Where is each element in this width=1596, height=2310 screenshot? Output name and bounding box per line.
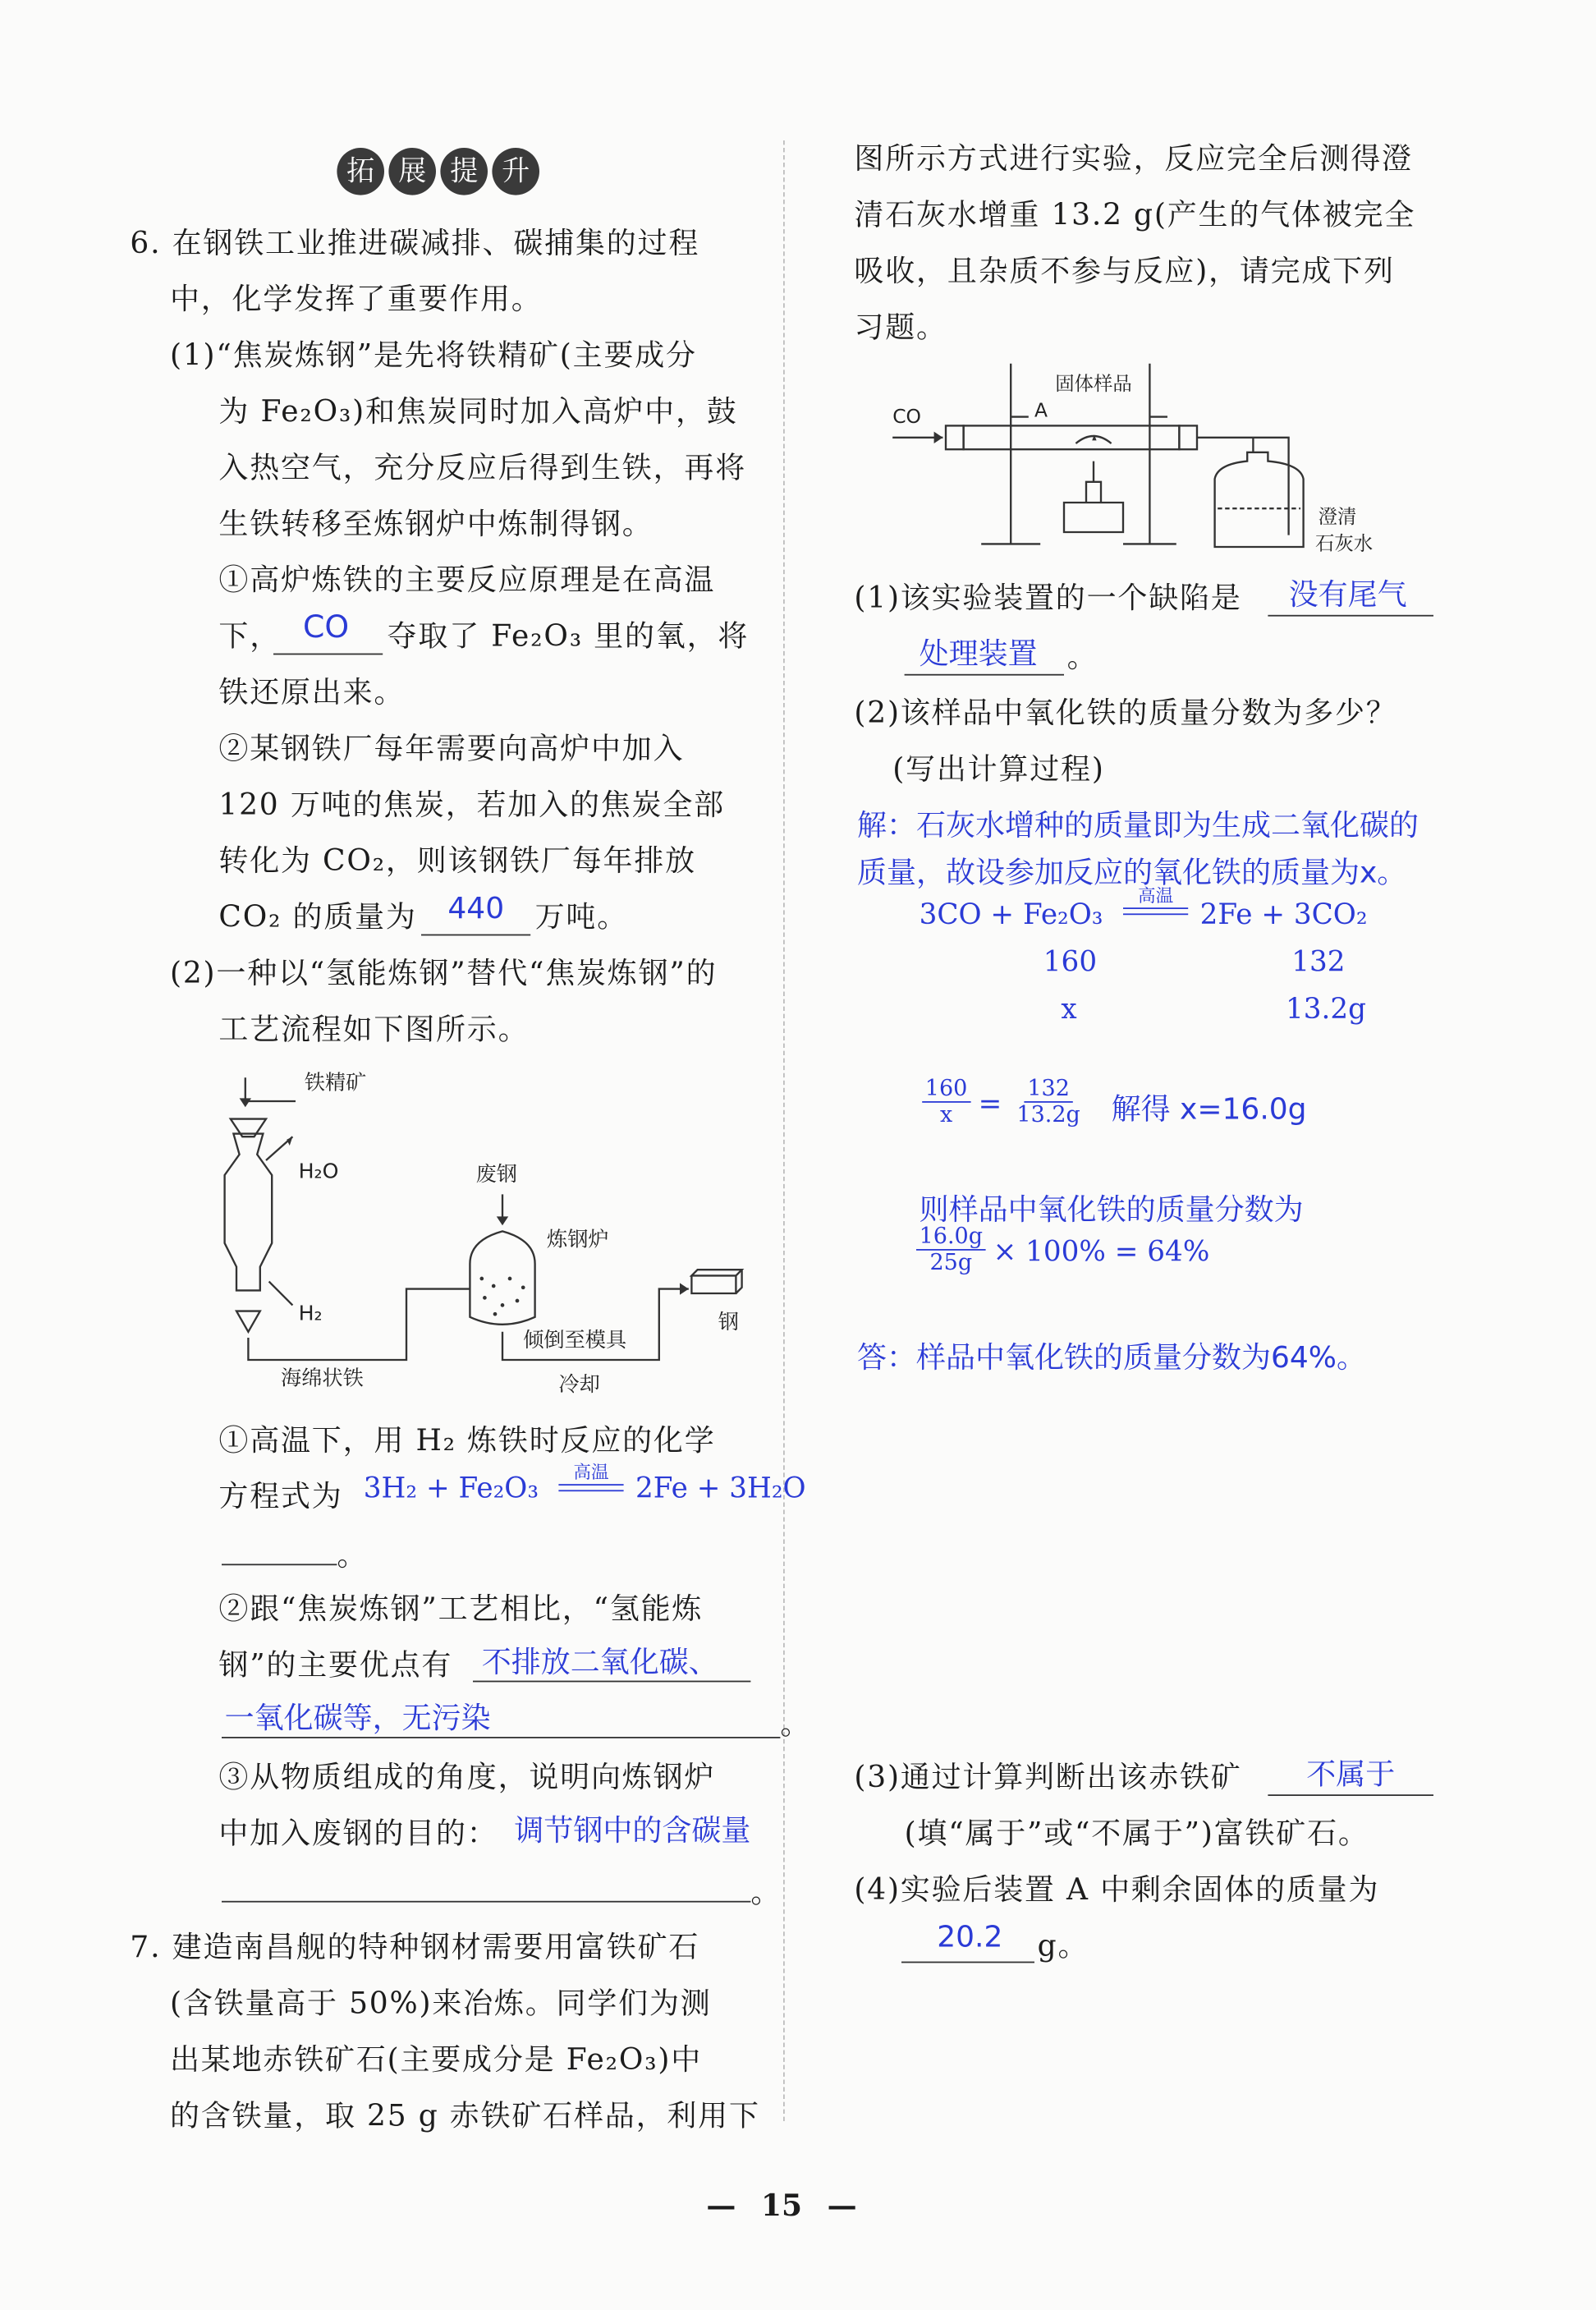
answer-co: CO (303, 608, 350, 645)
label-cool: 冷却 (558, 1371, 600, 1396)
solution-solve: 解得 x=16.0g (1111, 1091, 1307, 1127)
blank-440[interactable] (421, 935, 530, 936)
q6-s2-line-2: 120 万吨的焦炭，若加入的焦炭全部 (218, 786, 725, 822)
solution-eq-right: 2Fe + 3CO₂ (1199, 898, 1368, 931)
label-lime-water-1: 澄清 (1318, 505, 1357, 529)
lime-water-bottle (1215, 452, 1304, 547)
column-divider (783, 140, 785, 2121)
fraction-2-denominator: 13.2g (1016, 1101, 1080, 1128)
label-device-a: A (1034, 398, 1048, 422)
alcohol-lamp (1064, 462, 1123, 532)
q6-s1-line-1: ①高炉炼铁的主要反应原理是在高温 (218, 562, 716, 598)
q7-q3-line-2: (填“属于”或“不属于”)富铁矿石。 (904, 1815, 1369, 1851)
solution-mass-co2: 13.2g (1286, 993, 1367, 1026)
right-stopper (1179, 425, 1197, 449)
footer-dash-left: — (706, 2188, 736, 2224)
label-pour-mold: 倾倒至模具 (523, 1327, 627, 1352)
q6-r1-line-1: ①高温下，用 H₂ 炼铁时反应的化学 (218, 1421, 716, 1458)
q7-right-line-2: 清石灰水增重 13.2 g(产生的气体被完全 (854, 196, 1416, 232)
shaft-furnace-body (225, 1134, 273, 1291)
eq-h2-condition-text: 高温 (573, 1462, 609, 1483)
reaction-tube (964, 425, 1180, 449)
q7-right-line-4: 习题。 (854, 309, 947, 345)
answer-defect-1: 没有尾气 (1288, 576, 1407, 613)
q6-p1-line-1: (1)“焦炭炼钢”是先将铁精矿(主要成分 (170, 337, 697, 373)
q7-q4-line-2: g。 (1037, 1927, 1089, 1963)
q7-right-line-1: 图所示方式进行实验，反应完全后测得澄 (854, 140, 1413, 177)
q6-line-2: 中，化学发挥了重要作用。 (170, 281, 543, 317)
label-co-gas: CO (892, 404, 921, 428)
solution-equals: = (978, 1087, 1002, 1121)
header-badge-3: 提 (440, 148, 488, 195)
solution-molar-mass-co2: 132 (1291, 946, 1346, 979)
fraction-3-numerator: 16.0g (916, 1224, 986, 1250)
q7-line-1: 7. 建造南昌舰的特种钢材需要用富铁矿石 (130, 1929, 700, 1965)
header-badge-1: 拓 (337, 148, 384, 195)
q6-s2-line-4a: CO₂ 的质量为 (218, 898, 417, 935)
left-stopper (946, 425, 964, 449)
q7-line-2: (含铁量高于 50%)来冶炼。同学们为测 (170, 1985, 712, 2021)
q6-p1-line-2: 为 Fe₂O₃)和焦炭同时加入高炉中，鼓 (218, 393, 738, 429)
solution-eq-condition-text: 高温 (1137, 885, 1174, 907)
answer-440: 440 (447, 889, 505, 925)
solution-unknown-x: x (1061, 993, 1077, 1026)
label-furnace: 炼钢炉 (547, 1227, 609, 1251)
footer-dash-right: — (827, 2188, 857, 2224)
q7-q1-line-1: (1)该实验装置的一个缺陷是 (854, 579, 1242, 615)
q6-r1-line-3: 。 (337, 1537, 369, 1573)
fraction-2-numerator: 132 (1025, 1076, 1073, 1102)
q7-q3-line-1: (3)通过计算判断出该赤铁矿 (854, 1759, 1242, 1795)
q6-p2-line-1: (2)一种以“氢能炼钢”替代“焦炭炼钢”的 (170, 954, 718, 990)
q6-r3-line-2: 中加入废钢的目的： (218, 1815, 498, 1851)
answer-advantage-2: 一氧化碳等，无污染 (224, 1700, 491, 1736)
solution-percent-intro: 则样品中氧化铁的质量分数为 (919, 1191, 1304, 1227)
blank-defect-2[interactable] (905, 674, 1064, 676)
q6-r1-line-2: 方程式为 (218, 1478, 343, 1514)
label-solid-sample: 固体样品 (1055, 372, 1132, 396)
blank-co[interactable] (273, 654, 383, 655)
hydrogen-steelmaking-flow-diagram (222, 1057, 768, 1404)
blank-advantage-1[interactable] (473, 1681, 750, 1683)
answer-defect-2: 处理装置 (919, 636, 1038, 672)
blank-remaining-solid[interactable] (901, 1962, 1034, 1963)
q6-r2-line-2: 钢”的主要优点有 (218, 1646, 453, 1683)
page-number-value: 15 (760, 2188, 803, 2224)
fraction-16-over-25 (916, 1224, 986, 1275)
page-number (706, 2188, 856, 2223)
q6-s1-line-3: 铁还原出来。 (218, 673, 406, 710)
label-lime-water-2: 石灰水 (1315, 531, 1374, 555)
left-stand (981, 364, 1040, 544)
steel-furnace-vessel (470, 1231, 534, 1324)
solution-line-2: 质量，故设参加反应的氧化铁的质量为x。 (857, 854, 1407, 890)
eq-h2-left: 3H₂ + Fe₂O₃ (363, 1472, 539, 1505)
blank-defect-1[interactable] (1268, 615, 1433, 617)
q6-line-1: 6. 在钢铁工业推进碳减排、碳捕集的过程 (130, 224, 700, 260)
steel-ingot (691, 1270, 741, 1293)
q6-p2-line-2: 工艺流程如下图所示。 (218, 1011, 530, 1047)
flow-arrow-h2 (269, 1282, 293, 1306)
label-sponge-iron: 海绵状铁 (281, 1366, 364, 1390)
co-reduction-apparatus-diagram (887, 358, 1389, 565)
solution-molar-mass-fe2o3: 160 (1043, 946, 1098, 979)
blank-purpose[interactable] (222, 1901, 750, 1903)
q6-r3-line-3: 。 (750, 1874, 782, 1910)
q7-q1-line-2: 。 (1066, 638, 1098, 674)
hopper-bottom (236, 1311, 260, 1332)
blank-rich-ore[interactable] (1268, 1794, 1433, 1796)
header-badge-4: 升 (492, 148, 539, 195)
q6-s2-line-1: ②某钢铁厂每年需要向高炉中加入 (218, 730, 685, 766)
q7-right-line-3: 吸收，且杂质不参与反应)，请完成下列 (854, 252, 1395, 288)
header-badge-2: 展 (388, 148, 436, 195)
label-scrap: 废钢 (475, 1162, 517, 1187)
fraction-1-denominator: x (939, 1101, 953, 1128)
answer-rich-ore: 不属于 (1306, 1756, 1396, 1792)
blank-h2-equation[interactable] (222, 1564, 337, 1565)
solution-percent-tail: × 100% = 64% (993, 1235, 1210, 1269)
q7-line-4: 的含铁量，取 25 g 赤铁矿石样品，利用下 (170, 2097, 760, 2133)
label-iron-ore: 铁精矿 (304, 1070, 367, 1095)
solution-eq-left: 3CO + Fe₂O₃ (919, 898, 1103, 931)
q6-s1-line-2b: 夺取了 Fe₂O₃ 里的氧，将 (387, 618, 750, 654)
answer-advantage-1: 不排放二氧化碳、 (481, 1643, 718, 1679)
fraction-1-numerator: 160 (922, 1076, 970, 1102)
q7-q2-line-1: (2)该样品中氧化铁的质量分数为多少？ (854, 695, 1397, 731)
label-h2: H₂ (298, 1301, 323, 1325)
q7-q4-line-1: (4)实验后装置 A 中剩余固体的质量为 (854, 1871, 1380, 1907)
solution-eq-condition (1123, 887, 1188, 915)
q7-q2-line-2: (写出计算过程) (892, 751, 1105, 787)
q6-r2-line-1: ②跟“焦炭炼钢”工艺相比，“氢能炼 (218, 1590, 704, 1626)
solution-line-1: 解：石灰水增种的质量即为生成二氧化碳的 (857, 806, 1419, 843)
fraction-3-denominator: 25g (929, 1249, 973, 1276)
q6-r3-line-1: ③从物质组成的角度，说明向炼钢炉 (218, 1759, 716, 1795)
answer-remaining-solid: 20.2 (937, 1918, 1003, 1954)
fraction-160-over-x (922, 1076, 970, 1127)
answer-purpose: 调节钢中的含碳量 (514, 1812, 751, 1848)
flow-arrow-iron-ore (245, 1077, 296, 1101)
q6-s2-line-3: 转化为 CO₂，则该钢铁厂每年排放 (218, 843, 696, 879)
label-h2o: H₂O (298, 1159, 339, 1183)
fraction-132-over-13-2 (1016, 1076, 1080, 1127)
gas-outlet-tube (1197, 438, 1289, 535)
label-steel: 钢 (718, 1310, 739, 1334)
q6-s2-line-4b: 万吨。 (534, 898, 628, 935)
solution-answer: 答：样品中氧化铁的质量分数为64%。 (857, 1339, 1367, 1375)
q6-p1-line-4: 生铁转移至炼钢炉中炼制得钢。 (218, 505, 654, 541)
q6-r2-line-3: 。 (780, 1706, 812, 1742)
q6-p1-line-3: 入热空气，充分反应后得到生铁，再将 (218, 449, 746, 485)
eq-h2-condition (558, 1463, 623, 1491)
eq-h2-right: 2Fe + 3H₂O (635, 1472, 806, 1505)
q6-s1-line-2a: 下， (218, 618, 281, 654)
flow-line-sponge (248, 1289, 470, 1360)
q7-line-3: 出某地赤铁矿石(主要成分是 Fe₂O₃)中 (170, 2041, 703, 2077)
blank-advantage-2[interactable] (222, 1737, 780, 1738)
